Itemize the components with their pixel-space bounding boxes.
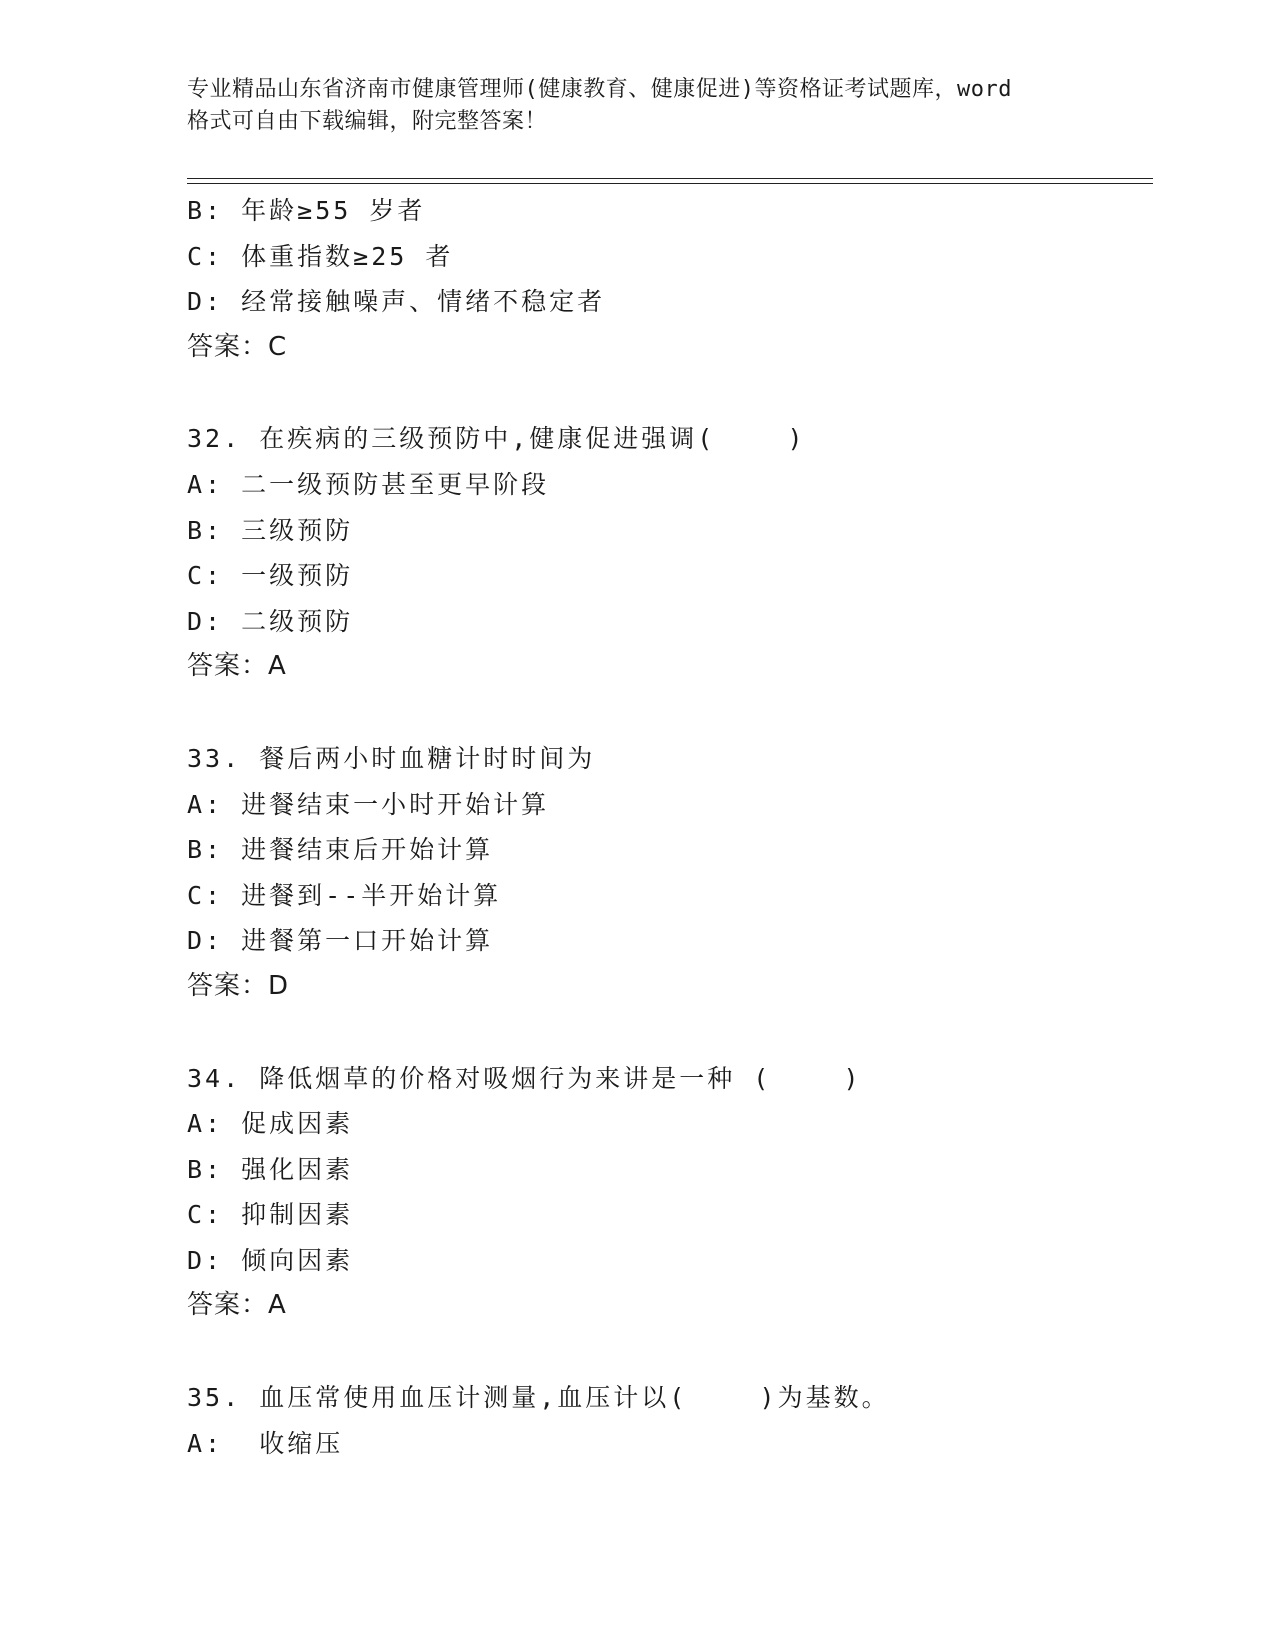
- option-d: D: 二级预防: [187, 606, 354, 636]
- document-header: [187, 74, 1087, 138]
- answer-line: 答案：D: [187, 970, 290, 1001]
- option-c: C: 体重指数≥25 者: [187, 241, 454, 271]
- option-c: C: 进餐到--半开始计算: [187, 880, 502, 910]
- header-divider-top: [187, 178, 1153, 179]
- question-list: [187, 188, 1153, 1466]
- option-b: B: 三级预防: [187, 515, 354, 545]
- question-block-35: [187, 1375, 1153, 1466]
- answer-line: 答案：A: [187, 1290, 287, 1321]
- question-stem: 35. 血压常使用血压计测量,血压计以( )为基数。: [187, 1383, 890, 1413]
- question-block-33: [187, 736, 1153, 1010]
- answer-line: 答案：A: [187, 651, 287, 682]
- header-divider-bottom: [187, 183, 1153, 184]
- option-a: A: 二一级预防甚至更早阶段: [187, 469, 550, 499]
- answer-line: 答案：C: [187, 331, 288, 362]
- option-b: B: 进餐结束后开始计算: [187, 835, 494, 865]
- option-c: C: 抑制因素: [187, 1200, 354, 1230]
- option-d: D: 经常接触噪声、情绪不稳定者: [187, 287, 606, 317]
- question-stem: 34. 降低烟草的价格对吸烟行为来讲是一种 ( ): [187, 1063, 862, 1093]
- question-block-continued: [187, 188, 1153, 370]
- option-a: A: 收缩压: [187, 1428, 344, 1458]
- question-stem: 33. 餐后两小时血糖计时时间为: [187, 743, 596, 773]
- option-d: D: 进餐第一口开始计算: [187, 926, 494, 956]
- option-a: A: 进餐结束一小时开始计算: [187, 789, 550, 819]
- option-b: B: 年龄≥55 岁者: [187, 196, 426, 225]
- question-block-34: [187, 1056, 1153, 1330]
- question-block-32: [187, 416, 1153, 690]
- header-line-2: 格式可自由下载编辑，附完整答案！: [187, 109, 548, 134]
- header-line-1: 专业精品山东省济南市健康管理师(健康教育、健康促进)等资格证考试题库，word: [187, 77, 1012, 102]
- option-c: C: 一级预防: [187, 561, 354, 591]
- option-b: B: 强化因素: [187, 1154, 354, 1184]
- option-a: A: 促成因素: [187, 1109, 354, 1139]
- question-stem: 32. 在疾病的三级预防中,健康促进强调( ): [187, 424, 806, 454]
- option-d: D: 倾向因素: [187, 1245, 354, 1275]
